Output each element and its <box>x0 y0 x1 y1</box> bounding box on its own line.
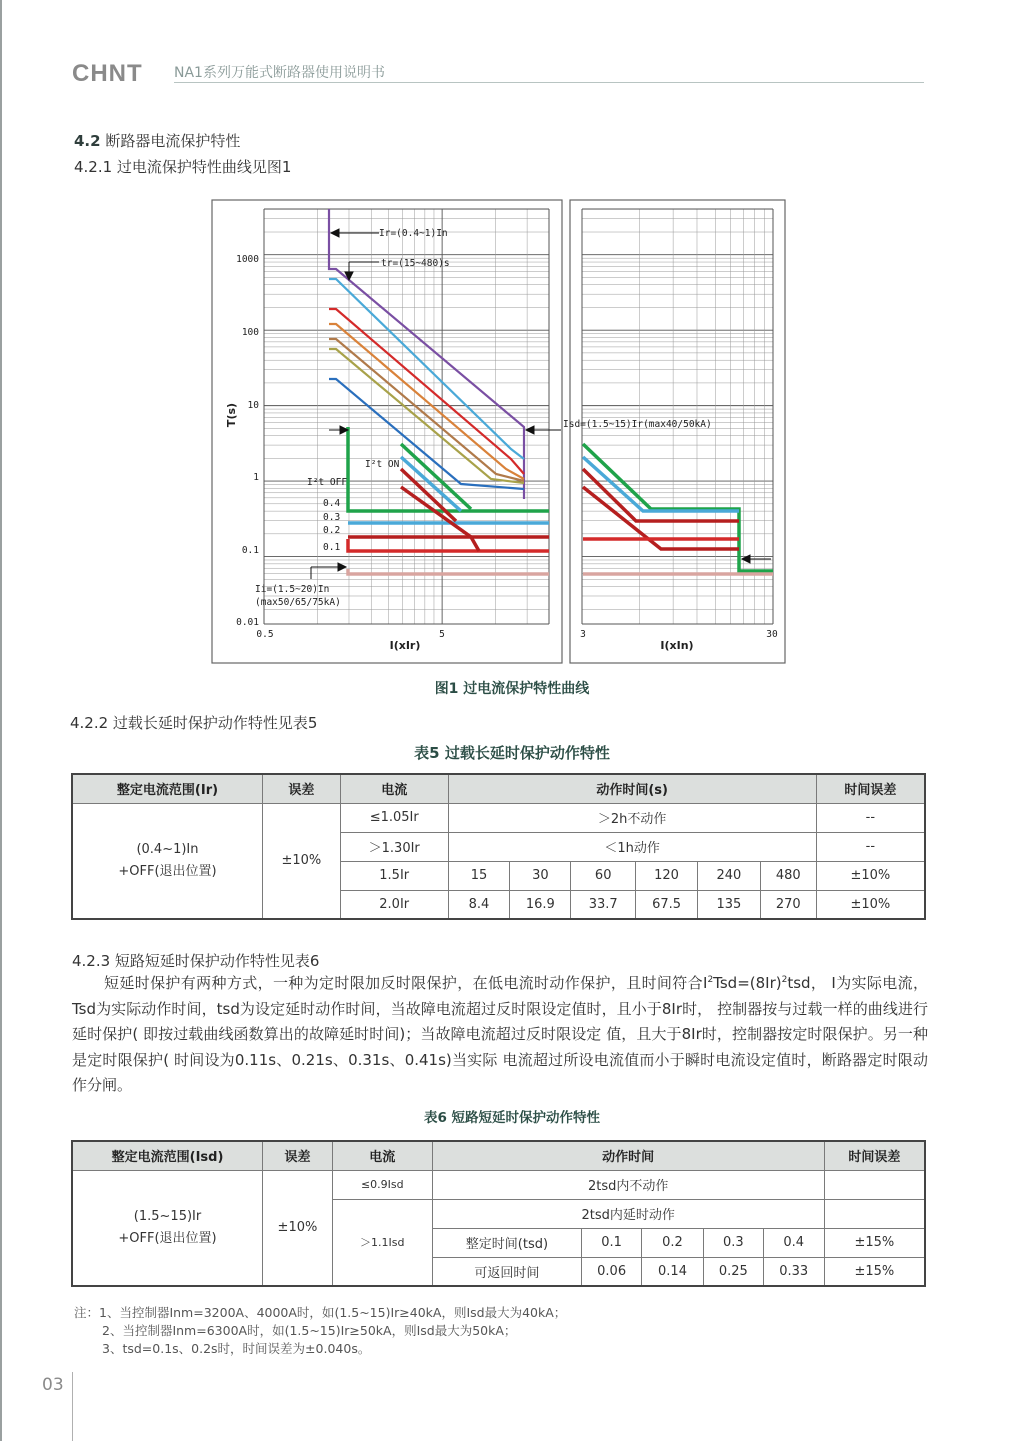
t5-header-time-error: 时间误差 <box>816 774 925 803</box>
t6-current-0-9: ≤0.9Isd <box>332 1170 432 1199</box>
t6-err-3: ±15% <box>824 1228 925 1257</box>
t6-cell: 0.33 <box>763 1257 824 1286</box>
para-sup-1: 2 <box>707 975 714 985</box>
step-label-0-2: 0.2 <box>323 525 341 536</box>
notes <box>74 1304 566 1358</box>
right-x-axis-label: I(xIn) <box>660 639 694 652</box>
t5-err-2: -- <box>816 832 925 861</box>
t6-return-label: 可返回时间 <box>432 1257 582 1286</box>
y-tick-0-1: 0.1 <box>241 545 259 556</box>
t5-cell: 30 <box>510 861 571 890</box>
t5-cell: 8.4 <box>448 890 510 919</box>
t5-cell: 33.7 <box>571 890 636 919</box>
t5-range-line1: (0.4~1)In <box>136 841 199 857</box>
overcurrent-curve-figure <box>211 199 786 664</box>
t6-tsd-label: 整定时间(tsd) <box>432 1228 582 1257</box>
x-tick-0-5: 0.5 <box>256 629 274 640</box>
t6-range-cell <box>72 1170 263 1286</box>
section-4-2-1-title: 4.2.1 过电流保护特性曲线见图1 <box>74 158 292 176</box>
header-title: NA1系列万能式断路器使用说明书 <box>174 65 385 81</box>
header-rule <box>174 82 924 83</box>
t5-range-line2: +OFF(退出位置) <box>118 863 217 879</box>
t6-header-time-error: 时间误差 <box>824 1141 925 1170</box>
t6-range-line1: (1.5~15)Ir <box>133 1208 202 1224</box>
y-tick-1000: 1000 <box>236 254 259 265</box>
t5-cell: 60 <box>571 861 636 890</box>
t6-err-empty-2 <box>824 1199 925 1228</box>
t6-time-no-trip: 2tsd内不动作 <box>432 1170 824 1199</box>
t5-range-cell <box>72 803 262 919</box>
t6-header-error: 误差 <box>263 1141 333 1170</box>
t6-cell: 0.3 <box>703 1228 763 1257</box>
note-3: 3、tsd=0.1s、0.2s时，时间误差为±0.040s。 <box>102 1341 371 1356</box>
t5-header-range: 整定电流范围(Ir) <box>72 774 262 803</box>
x-tick-5: 5 <box>439 629 445 640</box>
t6-cell: 0.14 <box>642 1257 704 1286</box>
t5-error-cell: ±10% <box>262 803 340 919</box>
t5-cell: 67.5 <box>636 890 698 919</box>
right-chart-frame <box>570 200 785 663</box>
para-part-1: 短延时保护有两种方式，一种为定时限加反时限保护，在低电流时动作保护，且时间符合I <box>104 974 708 992</box>
para-sup-2: 2 <box>781 975 788 985</box>
section-text: 断路器电流保护特性 <box>105 132 241 150</box>
y-tick-100: 100 <box>241 327 259 338</box>
t6-current-1-1: ＞1.1Isd <box>332 1199 432 1286</box>
y-axis-label: T(s) <box>225 402 238 428</box>
t5-err-3: ±10% <box>816 861 925 890</box>
ii-annotation-2: (max50/65/75kA) <box>255 597 341 608</box>
t5-time-no-trip: ＞2h不动作 <box>448 803 816 832</box>
tr-annotation: tr=(15~480)s <box>381 258 450 269</box>
note-2: 2、当控制器Inm=6300A时，如(1.5~15)Ir≥50kA，则Isd最大为50kA； <box>102 1323 517 1338</box>
para-part-2: Tsd=(8Ir) <box>713 974 782 992</box>
t6-cell: 0.25 <box>703 1257 763 1286</box>
t5-header-time: 动作时间(s) <box>448 774 816 803</box>
t6-err-empty-1 <box>824 1170 925 1199</box>
t5-current-1-30: ＞1.30Ir <box>340 832 448 861</box>
y-tick-1: 1 <box>253 472 259 483</box>
step-label-0-4: 0.4 <box>323 498 341 509</box>
ii-annotation-1: Ii=(1.5~20)In <box>255 584 330 595</box>
t5-cell: 15 <box>448 861 510 890</box>
t5-current-2-0: 2.0Ir <box>340 890 448 919</box>
table6 <box>71 1140 926 1287</box>
t6-cell: 0.1 <box>582 1228 642 1257</box>
table5 <box>71 773 926 920</box>
t6-cell: 0.2 <box>642 1228 704 1257</box>
para-part-3: tsd， I为实际电流，Tsd为实际动作时间，tsd为设定延时动作时间，当故障电流超过反时限设定值时，且小于8Ir时， 控制器按与过载一样的曲线进行延时保护( 即按过载曲线函数算出的故障延时时间)；当故障电流超过反时限设定 值，且大于8Ir时，控制器按定时限保护。另一种是定时限保护( 时间设为0.11s、0.21s、0.31s、0.41s)当实际 电流超过所设电流值而小于瞬时电流设定值时，断路器定时限动作分闸。 <box>72 974 928 1094</box>
t6-range-line2: +OFF(退出位置) <box>118 1230 217 1246</box>
i2t-on-label: I²t ON <box>365 459 400 470</box>
section-4-2-2-title: 4.2.2 过载长延时保护动作特性见表5 <box>70 714 318 732</box>
t5-cell: 120 <box>636 861 698 890</box>
t5-cell: 135 <box>697 890 760 919</box>
table6-title: 表6 短路短延时保护动作特性 <box>423 1110 601 1126</box>
t5-cell: 240 <box>697 861 760 890</box>
x-tick-30: 30 <box>766 629 778 640</box>
t6-header-time: 动作时间 <box>432 1141 824 1170</box>
t6-error-cell: ±10% <box>263 1170 333 1286</box>
t6-header-current: 电流 <box>332 1141 432 1170</box>
section-4-2-title <box>74 130 240 151</box>
i2t-off-label: I²t OFF <box>307 477 348 488</box>
step-label-0-1: 0.1 <box>323 542 341 553</box>
x-tick-3: 3 <box>580 629 586 640</box>
t5-current-1-5: 1.5Ir <box>340 861 448 890</box>
y-tick-10: 10 <box>247 400 259 411</box>
t5-cell: 16.9 <box>510 890 571 919</box>
t6-cell: 0.4 <box>763 1228 824 1257</box>
t5-cell: 480 <box>760 861 816 890</box>
step-label-0-3: 0.3 <box>323 512 341 523</box>
t5-err-1: -- <box>816 803 925 832</box>
t6-time-delay-trip: 2tsd内延时动作 <box>432 1199 824 1228</box>
note-1: 注：1、当控制器Inm=3200A、4000A时，如(1.5~15)Ir≥40kA，则Isd最大为40kA； <box>74 1305 567 1320</box>
table5-title: 表5 过载长延时保护动作特性 <box>414 744 610 762</box>
t5-time-trip: ＜1h动作 <box>448 832 816 861</box>
figure-caption: 图1 过电流保护特性曲线 <box>434 681 590 697</box>
t5-current-1-05: ≤1.05Ir <box>340 803 448 832</box>
left-x-axis-label: I(xIr) <box>389 639 421 652</box>
section-number: 4.2 <box>74 132 101 150</box>
t5-header-error: 误差 <box>262 774 340 803</box>
page-header <box>72 58 924 86</box>
t5-header-current: 电流 <box>340 774 448 803</box>
page-number: 03 <box>42 1375 64 1395</box>
isd-annotation: Isd=(1.5~15)Ir(max40/50kA) <box>563 419 712 430</box>
t6-header-range: 整定电流范围(Isd) <box>72 1141 263 1170</box>
t5-cell: 270 <box>760 890 816 919</box>
page-number-rule <box>72 1372 73 1441</box>
t5-err-4: ±10% <box>816 890 925 919</box>
t6-err-4: ±15% <box>824 1257 925 1286</box>
ir-annotation: Ir=(0.4~1)In <box>379 228 448 239</box>
y-tick-0-01: 0.01 <box>236 617 259 628</box>
chnt-logo: CHNT <box>72 60 143 87</box>
section-4-2-3-title: 4.2.3 短路短延时保护动作特性见表6 <box>72 952 320 970</box>
t6-cell: 0.06 <box>582 1257 642 1286</box>
short-delay-paragraph <box>72 968 928 1099</box>
page-left-rule <box>0 0 2 1441</box>
